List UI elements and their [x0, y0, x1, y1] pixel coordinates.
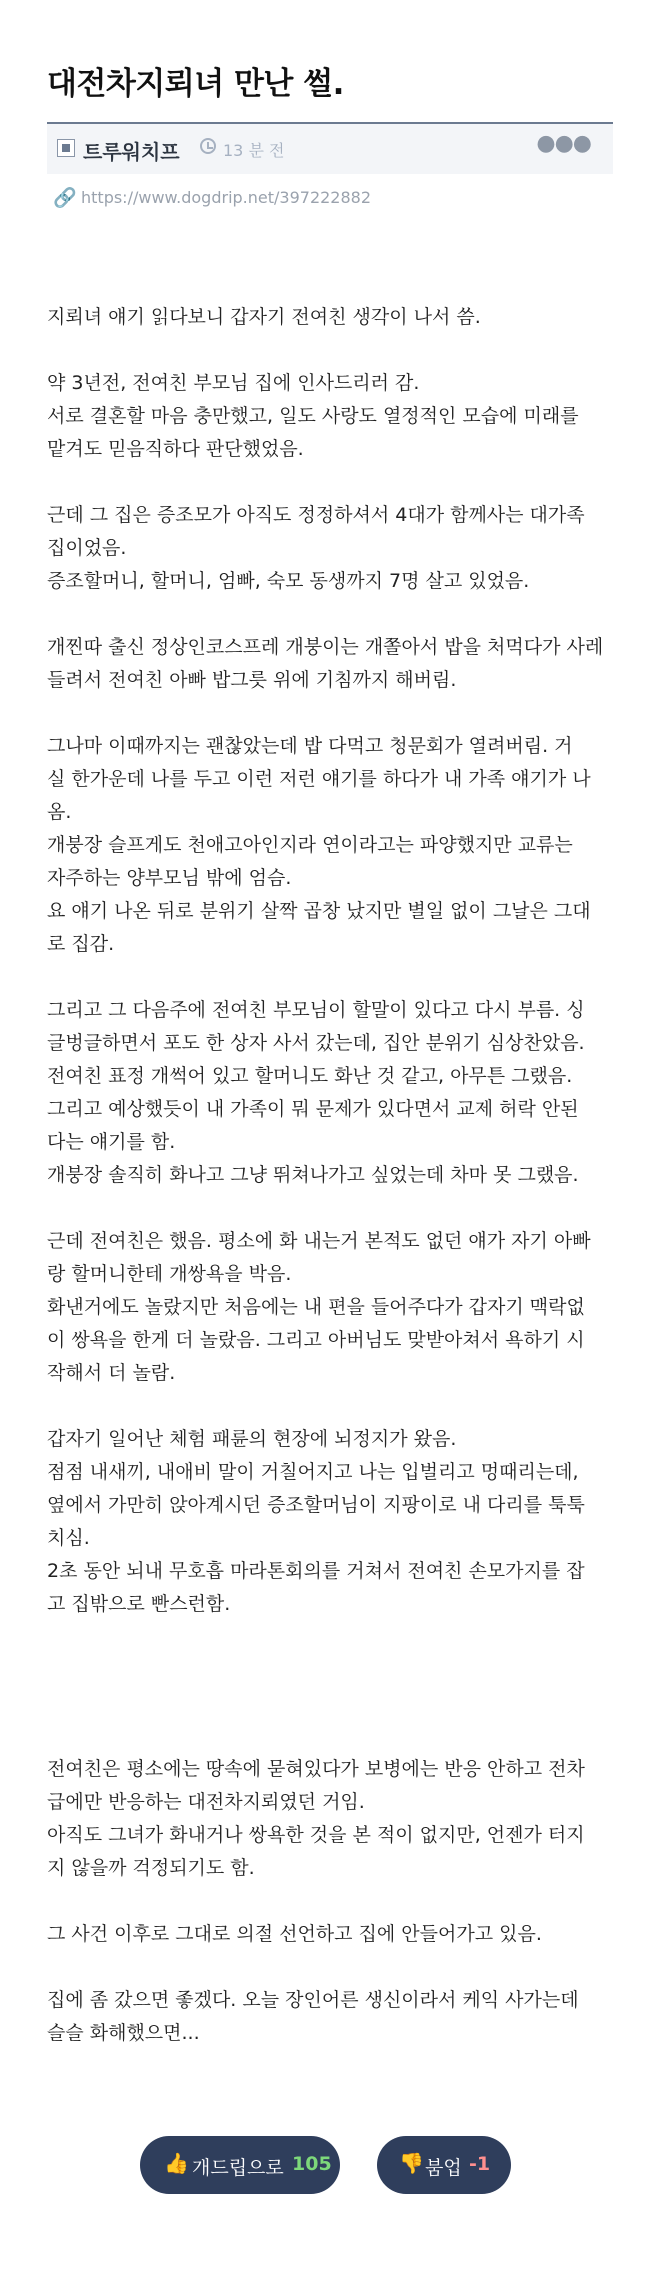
content-line — [47, 466, 627, 499]
upvote-label: 개드립으로 — [192, 2157, 284, 2179]
content-line: 치심. — [47, 1527, 90, 1549]
content-line: 화낸거에도 놀랐지만 처음에는 내 편을 들어주다가 갑자기 맥락없 — [47, 1296, 585, 1318]
content-line: 점점 내새끼, 내애비 말이 거칠어지고 나는 입벌리고 멍때리는데, — [47, 1461, 579, 1483]
content-line: 고 집밖으로 빤스런함. — [47, 1593, 231, 1615]
more-options-icon[interactable]: ●●● — [536, 131, 591, 156]
content-line: 지 않을까 걱정되기도 함. — [47, 1857, 255, 1879]
content-line: 그 사건 이후로 그대로 의절 선언하고 집에 안들어가고 있음. — [47, 1923, 542, 1945]
post-url[interactable]: https://www.dogdrip.net/397222882 — [81, 188, 372, 207]
author-avatar-icon — [57, 139, 75, 157]
content-line: 로 집감. — [47, 933, 115, 955]
content-line — [47, 598, 627, 631]
content-line — [47, 1192, 627, 1225]
content-line: 그나마 이때까지는 괜찮았는데 밥 다먹고 청문회가 열려버림. 거 — [47, 735, 573, 757]
content-line — [47, 961, 627, 994]
thumbs-up-icon: 👍 — [164, 2151, 189, 2175]
content-line: 요 얘기 나온 뒤로 분위기 살짝 곱창 났지만 별일 없이 그날은 그대 — [47, 900, 591, 922]
content-line — [47, 1621, 627, 1654]
link-icon: 🔗 — [53, 187, 77, 209]
content-line: 증조할머니, 할머니, 엄빠, 숙모 동생까지 7명 살고 있었음. — [47, 570, 530, 592]
clock-icon — [200, 138, 216, 154]
content-line: 집이었음. — [47, 537, 127, 559]
upvote-count: 105 — [292, 2153, 332, 2175]
content-line: 옆에서 가만히 앉아계시던 증조할머님이 지팡이로 내 다리를 툭툭 — [47, 1494, 585, 1516]
content-line — [47, 1687, 627, 1720]
content-line: 근데 전여친은 했음. 평소에 화 내는거 본적도 없던 얘가 자기 아빠 — [47, 1230, 591, 1252]
content-line: 2초 동안 뇌내 무호흡 마라톤회의를 거쳐서 전여친 손모가지를 잡 — [47, 1560, 585, 1582]
downvote-count: -1 — [469, 2153, 491, 2175]
content-line: 약 3년전, 전여친 부모님 집에 인사드리러 감. — [47, 372, 420, 394]
content-line: 전여친 표정 개썩어 있고 할머니도 화난 것 같고, 아무튼 그랬음. — [47, 1065, 573, 1087]
content-line: 개붕장 솔직히 화나고 그냥 뛰쳐나가고 싶었는데 차마 못 그랬음. — [47, 1164, 579, 1186]
content-line — [47, 334, 627, 367]
content-line: 작해서 더 놀람. — [47, 1362, 176, 1384]
author-name[interactable]: 트루워치프 — [83, 140, 180, 164]
upvote-button[interactable] — [140, 2136, 340, 2194]
post-meta-bar — [47, 122, 613, 174]
downvote-label: 붐업 — [425, 2157, 462, 2179]
content-line — [47, 1951, 627, 1984]
post-time: 13 분 전 — [223, 141, 285, 160]
content-line: 이 쌍욕을 한게 더 놀랐음. 그리고 아버님도 맞받아쳐서 욕하기 시 — [47, 1329, 585, 1351]
content-line: 자주하는 양부모님 밖에 엄슴. — [47, 867, 292, 889]
content-line: 슬슬 화해했으면... — [47, 2022, 200, 2044]
content-line: 서로 결혼할 마음 충만했고, 일도 사랑도 열정적인 모습에 미래를 — [47, 405, 579, 427]
content-line: 갑자기 일어난 체험 패륜의 현장에 뇌정지가 왔음. — [47, 1428, 457, 1450]
content-line — [47, 697, 627, 730]
content-line: 그리고 예상했듯이 내 가족이 뭐 문제가 있다면서 교제 허락 안된 — [47, 1098, 579, 1120]
downvote-button[interactable] — [377, 2136, 511, 2194]
content-line: 그리고 그 다음주에 전여친 부모님이 할말이 있다고 다시 부름. 싱 — [47, 999, 585, 1021]
content-line: 랑 할머니한테 개쌍욕을 박음. — [47, 1263, 292, 1285]
content-line: 옴. — [47, 801, 72, 823]
content-line — [47, 1654, 627, 1687]
content-line — [47, 1885, 627, 1918]
content-line — [47, 1720, 627, 1753]
thumbs-down-icon: 👎 — [399, 2151, 424, 2175]
content-line: 개찐따 출신 정상인코스프레 개붕이는 개쫄아서 밥을 처먹다가 사레 — [47, 636, 604, 658]
content-line: 개붕장 슬프게도 천애고아인지라 연이라고는 파양했지만 교류는 — [47, 834, 573, 856]
content-line: 급에만 반응하는 대전차지뢰였던 거임. — [47, 1791, 365, 1813]
content-line: 집에 좀 갔으면 좋겠다. 오늘 장인어른 생신이라서 케익 사가는데 — [47, 1989, 579, 2011]
content-line: 지뢰녀 얘기 읽다보니 갑자기 전여친 생각이 나서 씀. — [47, 306, 481, 328]
content-line: 글벙글하면서 포도 한 상자 사서 갔는데, 집안 분위기 심상찬았음. — [47, 1032, 585, 1054]
content-line: 전여친은 평소에는 땅속에 묻혀있다가 보병에는 반응 안하고 전차 — [47, 1758, 585, 1780]
content-line: 실 한가운데 나를 두고 이런 저런 얘기를 하다가 내 가족 얘기가 나 — [47, 768, 591, 790]
content-line: 아직도 그녀가 화내거나 쌍욕한 것을 본 적이 없지만, 언젠가 터지 — [47, 1824, 585, 1846]
content-line — [47, 1390, 627, 1423]
content-line: 근데 그 집은 증조모가 아직도 정정하셔서 4대가 함께사는 대가족 — [47, 504, 585, 526]
content-line: 들려서 전여친 아빠 밥그릇 위에 기침까지 해버림. — [47, 669, 457, 691]
post-title: 대전차지뢰녀 만난 썰. — [47, 66, 344, 102]
content-line: 맡겨도 믿음직하다 판단했었음. — [47, 438, 304, 460]
post-content — [47, 301, 627, 2050]
content-line: 다는 얘기를 함. — [47, 1131, 176, 1153]
